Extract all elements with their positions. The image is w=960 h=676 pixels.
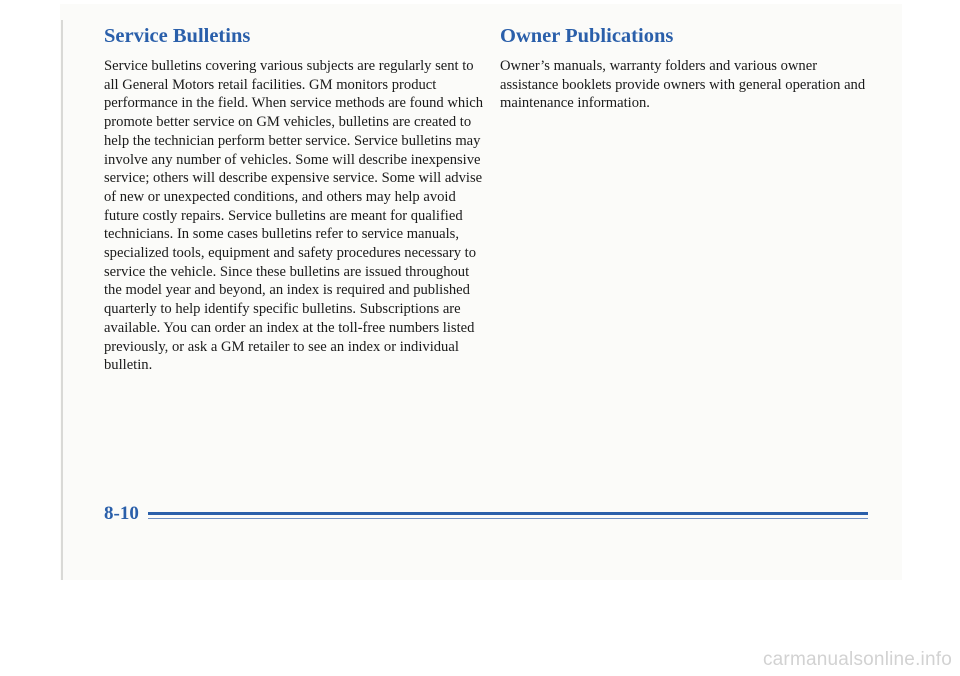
footer-rule-thin xyxy=(148,518,868,519)
page-footer xyxy=(104,500,868,530)
service-bulletins-heading: Service Bulletins xyxy=(104,25,251,47)
scan-edge-shadow xyxy=(61,20,63,580)
owner-publications-heading: Owner Publications xyxy=(500,25,674,47)
owner-publications-section xyxy=(500,24,870,113)
page-number: 8-10 xyxy=(104,503,139,524)
owner-publications-body: Owner’s manuals, warranty folders and various owner assistance booklets provide owners with general operation and maintenance information. xyxy=(500,58,866,112)
footer-rule-thick xyxy=(148,512,868,515)
watermark-text: carmanualsonline.info xyxy=(762,649,952,670)
service-bulletins-body: Service bulletins covering various subjects are regularly sent to all General Motors retail facilities. GM monitors product performance in the field. When service methods are found which promote better service on GM vehicles, bulletins are created to help the technician perform better service. Service bulletins may involve any number of vehicles. Some will describe inexpensive service; others will describe expensive service. Some will advise of new or unexpected conditions, and others may help avoid future costly repairs. Service bulletins are meant for qualified technicians. In some cases bulletins refer to service manuals, specialized tools, equipment and safety procedures necessary to service the vehicle. Since these bulletins are issued throughout the model year and beyond, an index is required and published quarterly to help identify specific bulletins. Subscriptions are available. You can order an index at the toll-free numbers listed previously, or ask a GM retailer to see an index or individual bulletin. xyxy=(104,58,484,374)
service-bulletins-section xyxy=(104,24,484,375)
